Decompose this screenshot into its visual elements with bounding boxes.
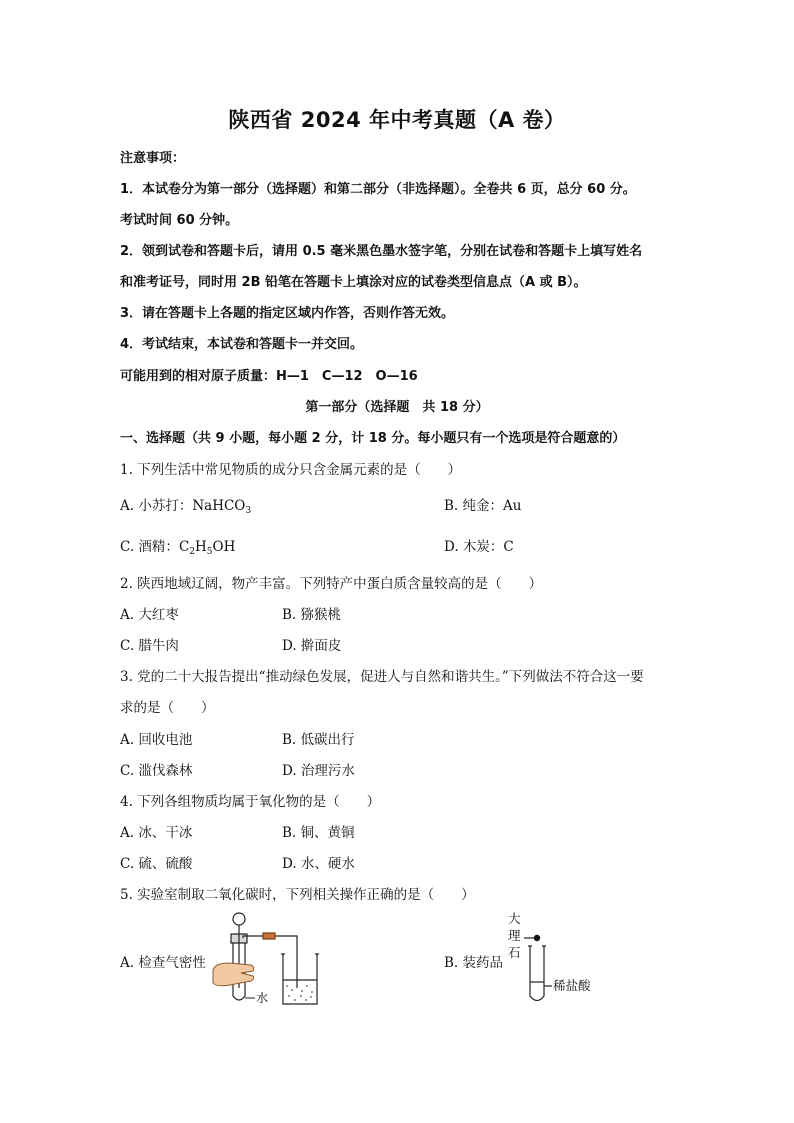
q2-option-b[interactable]: B. 猕猴桃 bbox=[282, 607, 342, 623]
q4-option-b[interactable]: B. 铜、黄铜 bbox=[282, 825, 355, 841]
q1-option-d[interactable]: D. 木炭：C bbox=[444, 539, 514, 555]
notice-item-2a: 2．领到试卷和答题卡后，请用 0.5 毫米黑色墨水签字笔，分别在试卷和答题卡上填写姓名 bbox=[120, 244, 643, 259]
q1-option-b[interactable]: B. 纯金：Au bbox=[444, 498, 522, 514]
marble-chip-icon bbox=[534, 935, 540, 941]
q5-figure-b bbox=[500, 908, 605, 1008]
q2-stem: 2. 陕西地域辽阔，物产丰富。下列特产中蛋白质含量较高的是（ ） bbox=[120, 576, 543, 592]
section-heading: 一、选择题（共 9 小题，每小题 2 分，计 18 分。每小题只有一个选项是符合题意的） bbox=[120, 431, 626, 446]
q4-option-a[interactable]: A. 冰、干冰 bbox=[120, 825, 193, 841]
notice-item-3: 3．请在答题卡上各题的指定区域内作答，否则作答无效。 bbox=[120, 306, 455, 321]
q1-option-c-formula: $C_2H_5OH$ bbox=[178, 539, 236, 557]
q4-option-d[interactable]: D. 水、硬水 bbox=[282, 856, 355, 872]
q2-option-d[interactable]: D. 擀面皮 bbox=[282, 638, 342, 654]
q5-figure-b-label-2: 理 bbox=[508, 928, 521, 943]
notice-heading: 注意事项： bbox=[120, 151, 186, 166]
q5-option-a[interactable]: A. 检查气密性 bbox=[120, 955, 206, 971]
q3-option-a[interactable]: A. 回收电池 bbox=[120, 732, 193, 748]
q1-stem: 1. 下列生活中常见物质的成分只含金属元素的是（ ） bbox=[120, 462, 462, 478]
q5-figure-b-acid-label: 稀盐酸 bbox=[553, 978, 591, 993]
q1-option-a[interactable] bbox=[120, 494, 251, 516]
q4-option-c[interactable]: C. 硫、硫酸 bbox=[120, 856, 193, 872]
q4-stem: 4. 下列各组物质均属于氧化物的是（ ） bbox=[120, 794, 381, 810]
q5-figure-b-label-3: 石 bbox=[508, 945, 521, 960]
q5-figure-a bbox=[205, 908, 330, 1008]
q1-option-a-formula: NaHCO$_3$ bbox=[192, 498, 252, 516]
q3-option-b[interactable]: B. 低碳出行 bbox=[282, 732, 355, 748]
q3-stem-line2: 求的是（ ） bbox=[120, 700, 215, 716]
notice-item-2b: 和准考证号，同时用 2B 铅笔在答题卡上填涂对应的试卷类型信息点（A 或 B）。 bbox=[120, 275, 587, 290]
q2-option-c[interactable]: C. 腊牛肉 bbox=[120, 638, 179, 654]
notice-item-1a: 1．本试卷分为第一部分（选择题）和第二部分（非选择题）。全卷共 6 页，总分 60 分。 bbox=[120, 182, 636, 197]
q1-option-c-label: C. 酒精： bbox=[120, 539, 179, 555]
q3-option-c[interactable]: C. 滥伐森林 bbox=[120, 763, 193, 779]
q1-option-c[interactable] bbox=[120, 535, 235, 557]
q5-figure-b-label-1: 大 bbox=[508, 911, 521, 926]
funnel-bulb-icon bbox=[233, 913, 245, 925]
q5-stem: 5. 实验室制取二氧化碳时，下列相关操作正确的是（ ） bbox=[120, 887, 475, 903]
rubber-joint-icon bbox=[263, 933, 275, 939]
q3-stem-line1: 3. 党的二十大报告提出“推动绿色发展，促进人与自然和谐共生。”下列做法不符合这一要 bbox=[120, 669, 644, 685]
q5-figure-a-water-label: 水 bbox=[256, 991, 269, 1005]
page-title: 陕西省 2024 年中考真题（A 卷） bbox=[228, 108, 566, 132]
q1-option-a-label: A. 小苏打： bbox=[120, 498, 193, 514]
part1-heading: 第一部分（选择题 共 18 分） bbox=[305, 400, 489, 415]
atomic-mass-line: 可能用到的相对原子质量：H—1 C—12 O—16 bbox=[120, 369, 418, 384]
hand-icon bbox=[213, 963, 254, 986]
q3-option-d[interactable]: D. 治理污水 bbox=[282, 763, 355, 779]
q2-option-a[interactable]: A. 大红枣 bbox=[120, 607, 179, 623]
notice-item-1b: 考试时间 60 分钟。 bbox=[120, 213, 239, 228]
notice-item-4: 4．考试结束，本试卷和答题卡一并交回。 bbox=[120, 337, 364, 352]
q5-option-b[interactable]: B. 装药品 bbox=[444, 955, 504, 971]
